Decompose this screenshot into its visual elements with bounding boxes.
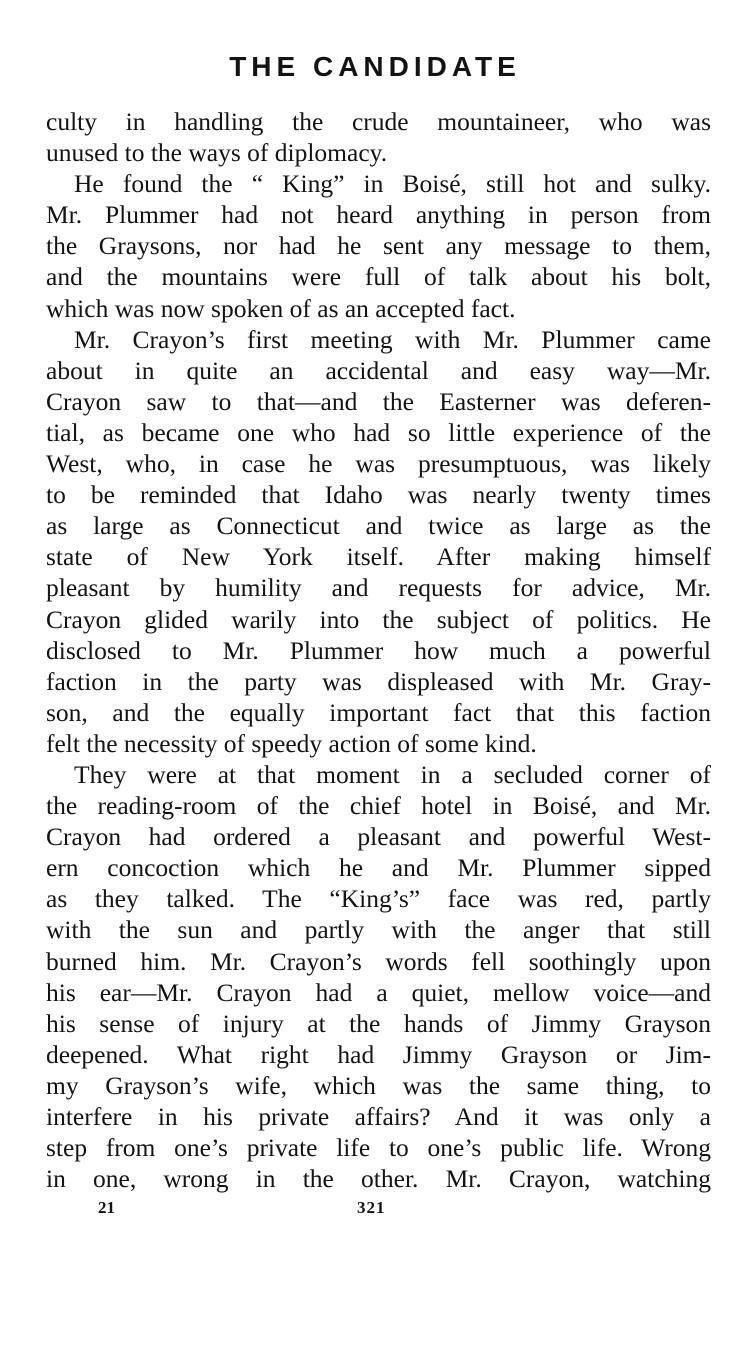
text-line: Crayon had ordered a pleasant and powerful West-	[46, 822, 711, 852]
text-line: about in quite an accidental and easy way—Mr.	[46, 355, 711, 385]
text-line: burned him. Mr. Crayon’s words fell soothingly upon	[46, 946, 711, 976]
text-line: to be reminded that Idaho was nearly twenty times	[46, 480, 711, 510]
body-text	[46, 106, 711, 1194]
text-line: my Grayson’s wife, which was the same thing, to	[46, 1070, 711, 1100]
text-line: Crayon glided warily into the subject of politics. He	[46, 604, 711, 634]
text-line: deepened. What right had Jimmy Grayson or Jim-	[46, 1039, 711, 1069]
text-line: with the sun and partly with the anger that still	[46, 915, 711, 945]
text-line: which was now spoken of as an accepted fact.	[46, 293, 516, 323]
text-line: the reading-room of the chief hotel in Boisé, and Mr.	[46, 791, 711, 821]
text-line: faction in the party was displeased with Mr. Gray-	[46, 666, 711, 696]
running-header-title: THE CANDIDATE	[229, 51, 521, 82]
text-line: as they talked. The “King’s” face was red, partly	[46, 884, 711, 914]
text-line: and the mountains were full of talk about his bolt,	[46, 262, 711, 292]
text-line: felt the necessity of speedy action of some kind.	[46, 728, 537, 758]
text-line: They were at that moment in a secluded corner of	[74, 759, 711, 789]
text-line: culty in handling the crude mountaineer, who was	[46, 107, 711, 136]
text-line: ern concoction which he and Mr. Plummer sipped	[46, 853, 711, 883]
text-line: West, who, in case he was presumptuous, was likely	[46, 449, 711, 479]
text-line: his sense of injury at the hands of Jimmy Grayson	[46, 1008, 711, 1038]
text-line: interfere in his private affairs? And it was only a	[46, 1102, 711, 1131]
text-line: state of New York itself. After making himself	[46, 542, 711, 572]
page-number: 321	[357, 1198, 386, 1217]
text-line: unused to the ways of diplomacy.	[46, 138, 388, 168]
text-line: Crayon saw to that—and the Easterner was deferen-	[46, 386, 711, 416]
text-line: his ear—Mr. Crayon had a quiet, mellow voice—and	[46, 977, 711, 1007]
text-line: pleasant by humility and requests for advice, Mr.	[46, 573, 711, 603]
text-line: son, and the equally important fact that this faction	[46, 697, 711, 727]
text-line: Mr. Plummer had not heard anything in person from	[46, 200, 711, 230]
text-line: Mr. Crayon’s first meeting with Mr. Plummer came	[74, 324, 711, 354]
text-line: He found the “ King” in Boisé, still hot and sulky.	[74, 169, 711, 199]
signature-mark: 21	[98, 1198, 115, 1217]
text-line: disclosed to Mr. Plummer how much a powerful	[46, 635, 711, 665]
text-line: tial, as became one who had so little experience of the	[46, 417, 711, 447]
text-line: the Graysons, nor had he sent any message to them,	[46, 231, 711, 261]
text-line: in one, wrong in the other. Mr. Crayon, watching	[46, 1164, 711, 1194]
text-line: as large as Connecticut and twice as large as the	[46, 511, 711, 541]
text-line: step from one’s private life to one’s public life. Wrong	[46, 1133, 711, 1163]
